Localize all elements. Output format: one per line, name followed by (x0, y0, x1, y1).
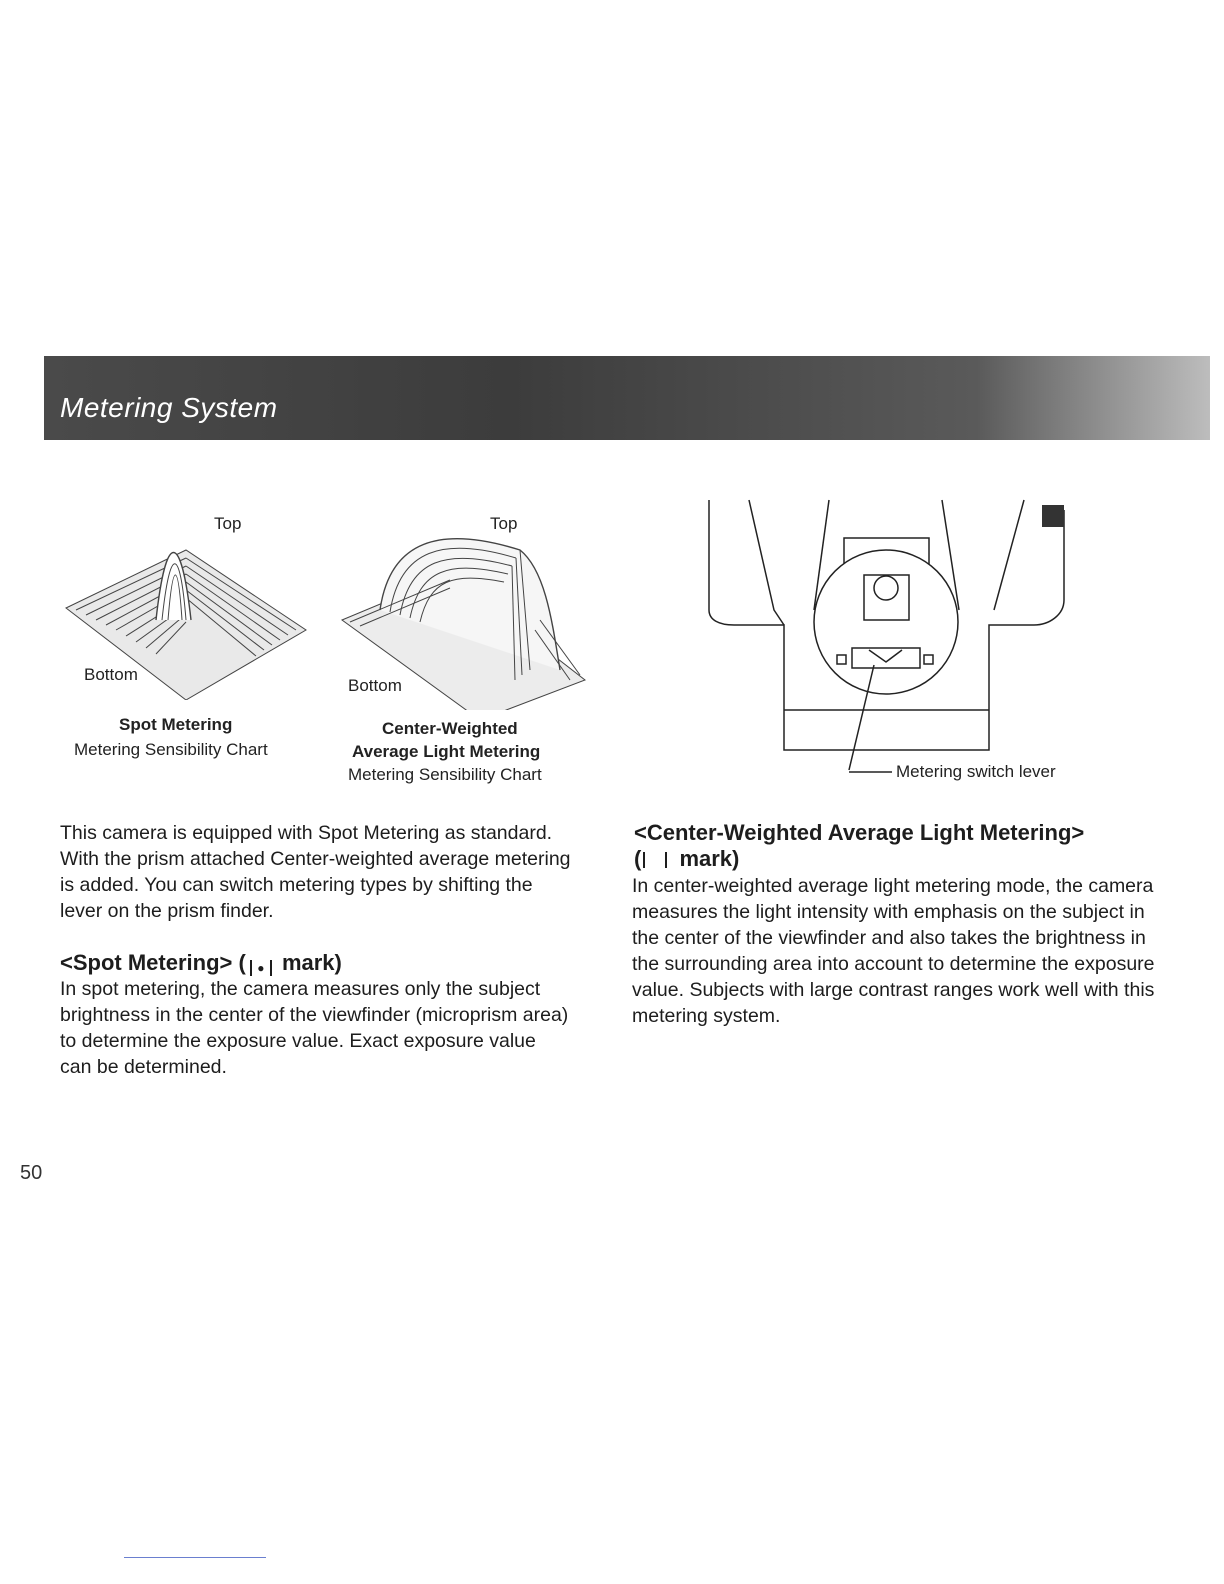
page-number: 50 (20, 1162, 43, 1184)
center-metering-icon (643, 852, 667, 868)
center-weighted-chart (330, 470, 592, 805)
center-heading-line2: ( mark) (634, 846, 740, 871)
page-title: Metering System (60, 392, 278, 423)
spot-metering-icon: ● (250, 960, 272, 976)
spot-paragraph: In spot metering, the camera measures only the subject brightness in the center of the viewfinder (microprism area) to determine the exposure value. Exact exposure value can be determined. (60, 978, 569, 1078)
center-heading-mark: mark) (679, 846, 740, 871)
spot-heading-mark: mark) (281, 950, 342, 975)
center-paragraph: In center-weighted average light metering mode, the camera measures the light intensity with emphasis on the subject in the center of the viewfinder and also takes the brightness in the surrounding area into account to determine the exposure value. Subjects with large contrast ranges work well with this metering system. (632, 875, 1155, 1027)
spot-top-label: Top (214, 514, 242, 533)
center-top-label: Top (490, 514, 518, 533)
footer-divider (124, 1557, 266, 1558)
center-sensitivity-graphic (330, 470, 592, 710)
spot-heading-label: <Spot Metering> (60, 950, 233, 975)
intro-paragraph: This camera is equipped with Spot Metering as standard. With the prism attached Center-weighted average metering is added. You can switch metering types by shifting the lever on the prism finder. (60, 822, 571, 922)
spot-metering-chart (56, 470, 316, 805)
center-caption-title-2: Average Light Metering (352, 742, 541, 761)
center-caption-sub: Metering Sensibility Chart (348, 765, 542, 784)
center-heading-line1: <Center-Weighted Average Light Metering> (634, 820, 1085, 845)
spot-bottom-label: Bottom (84, 665, 138, 684)
spot-heading: <Spot Metering> ( ● mark) (60, 950, 342, 975)
metering-lever-label: Metering switch lever (896, 762, 1056, 781)
spot-caption-sub: Metering Sensibility Chart (74, 740, 268, 759)
center-caption-title-1: Center-Weighted (382, 719, 518, 738)
section-banner (44, 356, 1210, 440)
spot-caption-title: Spot Metering (119, 715, 233, 734)
prism-finder-graphic (624, 470, 1164, 805)
center-bottom-label: Bottom (348, 676, 402, 695)
camera-illustration (624, 470, 1164, 805)
